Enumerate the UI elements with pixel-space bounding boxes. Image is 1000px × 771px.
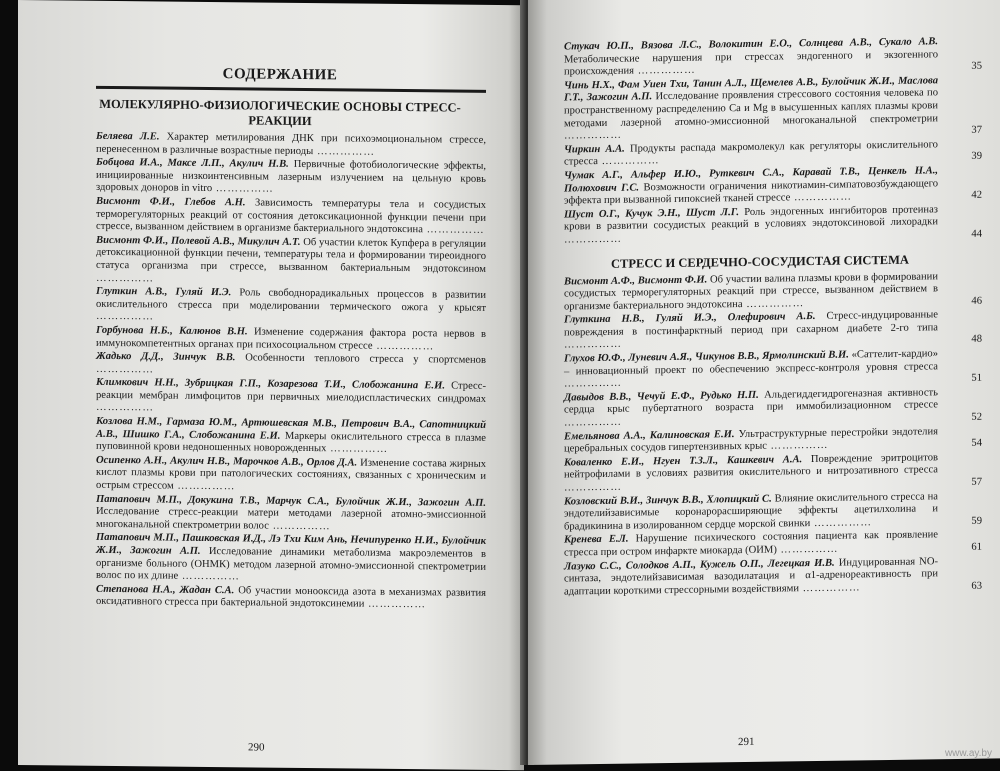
entry-title: Продукты распада макромолекул как регуляторы окислительного стресса <box>564 139 938 168</box>
left-page <box>18 0 524 770</box>
entry-page-number: 46 <box>971 295 982 307</box>
entry-title: Альдегиддегидрогеназная активность сердца крыс пубертатного возраста при иммобилизационном стрессе <box>564 387 938 416</box>
entry-authors: Беляева Л.Е. <box>96 130 160 143</box>
toc-entry <box>564 36 982 79</box>
entry-page-number: 52 <box>971 411 982 423</box>
toc-entry <box>564 309 982 353</box>
entry-leader-dots: …………… <box>96 363 154 376</box>
entry-title: Особенности теплового стресса у спортсменов <box>245 352 486 366</box>
entry-leader-dots: …………… <box>564 129 622 142</box>
entry-title: Исследование проявления стрессового состояния человека по пространственному распределению Ca и Mg в высушенных каплях плазмы крови методами лазерной атомно-эмиссионной многоканальной спектрометрии <box>564 87 938 130</box>
toc-entry <box>564 387 982 430</box>
toc-heading: СОДЕРЖАНИЕ <box>222 66 338 84</box>
entry-authors: Жадько Д.Д., Зинчук В.В. <box>96 350 236 364</box>
entry-authors: Козлова Н.М., Гармаза Ю.М., Артюшевская М.В., Петрович В.А., Сапотницкий А.В., Шишко Г.А., Слобожанина Е.И. <box>96 415 486 442</box>
entry-title: Влияние окислительного стресса на эндотелийзависимые коронарорасширяющие эффекты ацетилхолина и брадикинина в изолированном сердце морской свинки <box>564 490 938 533</box>
entry-page-number: 63 <box>971 580 982 592</box>
toc-entry <box>96 131 486 160</box>
toc-entry <box>564 452 982 495</box>
entry-title: Роль свободнорадикальных процессов в развитии окислительного стресса при моделировании термического ожога у крысят <box>96 287 486 314</box>
toc-entry <box>96 493 486 535</box>
entry-leader-dots: …………… <box>178 570 240 583</box>
entry-authors: Глуткина Н.В., Гуляй И.Э., Олефирович А.Б. <box>564 311 816 326</box>
entry-title: Роль эндогенных ингибиторов протеиназ крови в развитии сосудистых реакций в условиях эндотоксиновой лихорадки <box>564 203 938 233</box>
entry-title: Об участии клеток Купфера в регуляции детоксикационной функции печени, температуры тела и формировании тиреоидного статуса организма при стрессе, вызванном бактериальным эндотоксином <box>96 236 486 275</box>
toc-entry <box>96 584 486 613</box>
entry-authors: Висмонт Ф.И., Полевой А.В., Микулич А.Т. <box>96 234 301 248</box>
entry-authors: Давыдов В.В., Чечуй Е.Ф., Рудько Н.П. <box>564 389 759 404</box>
toc-entry <box>96 455 486 497</box>
entry-title: Исследование динамики метаболизма макроэлементов в организме больного (ОНМК) методом лазерной атомно-эмиссионной спектрометрии волос по их длине <box>96 545 486 582</box>
toc-entry <box>96 377 486 419</box>
entry-leader-dots: …………… <box>268 520 331 533</box>
entry-title: Нарушение психического состояния пациента как проявление стресса при остром инфаркте миокарда (ОИМ) <box>564 529 938 559</box>
entry-title: Повреждение эритроцитов нейтрофилами в условиях развития окислительного и нитрозативного стресса <box>564 452 938 481</box>
right-entries-bottom-list <box>564 270 986 599</box>
toc-entry <box>564 555 982 599</box>
toc-entry <box>96 325 486 354</box>
entry-leader-dots: …………… <box>96 402 154 414</box>
entry-authors: Шуст О.Г., Кучук Э.Н., Шуст Л.Г. <box>564 206 739 221</box>
entry-authors: Козловский В.И., Зинчук В.В., Хлопицкий С. <box>564 493 772 508</box>
entry-title: Индуцированная NO-синтаза, эндотелийзависимая вазодилатация и α1-адренореактивность при адаптации короткими стрессорными воздействиями <box>564 555 939 598</box>
entry-authors: Чумак А.Г., Альфер И.Ю., Руткевич С.А., Каравай Т.В., Ценкель Н.А., Полюхович Г.С. <box>564 165 938 195</box>
entry-title: Изменение содержания фактора роста нервов в иммунокомпетентных органах при психосоциальном стрессе <box>96 326 486 352</box>
entry-leader-dots: …………… <box>212 183 274 196</box>
entry-title: Зависимость температуры тела и сосудистых терморегуляторных реакций от состояния детоксикационной функции печени при стрессе, вызванном действием в организме бактериального эндотоксина <box>96 197 486 236</box>
entry-title: Характер метилирования ДНК при психоэмоциональном стрессе, перенесенном в различные возрастные периоды <box>96 131 486 157</box>
entry-page-number: 35 <box>971 60 982 72</box>
entry-page-number: 51 <box>971 372 982 385</box>
entry-authors: Стукач Ю.П., Вязова Л.С., Волокитин Е.О., Солнцева А.В., Сукало А.В. <box>564 36 938 53</box>
entry-authors: Глуткин А.В., Гуляй И.Э. <box>96 285 232 299</box>
toc-entry <box>96 532 486 586</box>
entry-leader-dots: …………… <box>564 233 622 246</box>
toc-entry <box>564 348 982 391</box>
entry-authors: Климкович Н.Н., Зубрицкая Г.П., Козарезова Т.И., Слобожанина Е.И. <box>96 377 445 392</box>
entry-authors: Патапович М.П., Пашковская И.Д., Лэ Тхи Ким Ань, Нечипуренко Н.И., Булойчик Ж.И., Зажогин А.П. <box>96 532 486 557</box>
heading-rule <box>96 86 486 93</box>
right-entries-top-list <box>564 36 986 247</box>
toc-entry <box>96 286 486 328</box>
toc-entry <box>96 157 486 199</box>
entry-authors: Кренева Е.Л. <box>564 533 629 546</box>
entry-authors: Чинь Н.Х., Фам Уиен Тхи, Танин А.Л., Щемелев А.В., Булойчик Ж.И., Маслова Г.Т., Зажогин А.П. <box>564 75 938 104</box>
entry-leader-dots: …………… <box>790 191 852 204</box>
entry-authors: Чиркин А.А. <box>564 143 625 156</box>
entry-authors: Степанова Н.А., Жадан С.А. <box>96 583 235 597</box>
entry-leader-dots: …………… <box>564 339 622 351</box>
entry-title: Метаболические нарушения при стрессах эндогенного и экзогенного происхождения <box>564 48 938 78</box>
entry-title: Об участии монооксида азота в механизмах развития оксидативного стресса при бактериальной эндотоксинемии <box>96 585 487 611</box>
toc-entry <box>564 139 982 169</box>
toc-entry <box>564 75 982 143</box>
toc-entry <box>96 196 486 238</box>
entry-leader-dots: …………… <box>326 443 389 456</box>
entry-authors: Лазуко С.С., Солодков А.П., Кужель О.П., Легецкая И.В. <box>564 557 835 573</box>
entry-title: Стресс-индуцированные повреждения в постинфарктный период при сахарном диабете 2-го типа <box>564 309 938 339</box>
entry-leader-dots: …………… <box>173 480 236 493</box>
entry-leader-dots: …………… <box>422 224 485 237</box>
toc-entry <box>96 351 486 380</box>
entry-page-number: 39 <box>971 151 982 163</box>
entry-page-number: 37 <box>971 124 982 136</box>
entry-authors: Горбунова Н.Б., Калюнов В.Н. <box>96 324 248 338</box>
toc-entry <box>96 416 486 458</box>
toc-entry <box>564 425 982 456</box>
entry-title: Исследование стресс-реакции матери методами лазерной атомно-эмиссионной многоканальной спектрометрии волос <box>96 506 486 532</box>
toc-entry <box>96 235 486 289</box>
toc-entry <box>564 270 982 314</box>
entry-title: Маркеры окислительного стресса в плазме пуповинной крови недоношенных новорожденных <box>96 430 486 455</box>
entry-authors: Глухов Ю.Ф., Луневич А.Я., Чикунов В.В., Ярмолинский В.И. <box>564 349 849 365</box>
entry-leader-dots: …………… <box>810 516 872 529</box>
entry-title: Возможности ограничения никотиамин-симпатовозбуждающего эффекта при вызванной гипоксией тканей стрессе <box>564 177 938 207</box>
entry-authors: Патапович М.П., Докукина Т.В., Марчук С.А., Булойчик Ж.И., Зажогин А.П. <box>96 493 486 509</box>
entry-page-number: 44 <box>971 228 982 240</box>
entry-title: Стресс-реакции мембран лимфоцитов при первичных миелодиспластических синдромах <box>96 380 486 405</box>
entry-title: Изменение состава жирных кислот плазмы крови при патологических состояниях, связанных с хроническим и острым стрессом <box>96 457 486 492</box>
entry-leader-dots: …………… <box>564 481 622 494</box>
right-page <box>528 0 1000 765</box>
entry-authors: Висмонт Ф.И., Глебов А.Н. <box>96 195 246 209</box>
entry-leader-dots: …………… <box>313 145 375 158</box>
page-number-left: 290 <box>248 741 265 754</box>
section-title-molecular: МОЛЕКУЛЯРНО-ФИЗИОЛОГИЧЕСКИЕ ОСНОВЫ СТРЕСС-РЕАКЦИИ <box>99 96 461 129</box>
watermark: www.ay.by <box>944 748 992 759</box>
entry-page-number: 59 <box>971 515 982 527</box>
toc-entry <box>564 490 982 534</box>
entry-leader-dots: …………… <box>766 440 829 452</box>
entry-leader-dots: …………… <box>776 543 839 556</box>
left-entries-list <box>96 131 494 613</box>
page-number-right: 291 <box>738 735 755 749</box>
entry-title: Первичные фотобиологические эффекты, инициированные низкоинтенсивным лазерным излучением на цельную кровь здоровых доноров in vitro <box>96 159 487 195</box>
entry-authors: Бобцова И.А., Максе Л.П., Акулич Н.В. <box>96 157 289 171</box>
entry-page-number: 61 <box>971 541 982 553</box>
entry-title: «Саттелит-кардио» – инновационный проект по обеспечению экспресс-контроля уровня стресса <box>564 348 938 378</box>
entry-page-number: 48 <box>971 334 982 346</box>
toc-entry <box>564 529 982 560</box>
entry-leader-dots: …………… <box>96 272 154 284</box>
entry-page-number: 54 <box>971 437 982 450</box>
toc-entry <box>564 203 982 247</box>
entry-page-number: 57 <box>971 476 982 488</box>
entry-authors: Висмонт А.Ф., Висмонт Ф.И. <box>564 273 708 287</box>
entry-title: Ультраструктурные перестройки эндотелия церебральных сосудов гипертензивных крыс <box>564 425 938 455</box>
toc-entry <box>564 165 982 208</box>
entry-page-number: 42 <box>971 189 982 201</box>
entry-leader-dots: …………… <box>372 340 435 352</box>
entry-leader-dots: …………… <box>597 155 660 168</box>
section-title-cardio: СТРЕСС И СЕРДЕЧНО-СОСУДИСТАЯ СИСТЕМА <box>611 252 909 271</box>
entry-leader-dots: …………… <box>634 64 696 77</box>
entry-authors: Емельянова А.А., Калиновская Е.И. <box>564 428 735 443</box>
entry-leader-dots: …………… <box>364 599 426 611</box>
entry-leader-dots: …………… <box>96 311 154 323</box>
entry-title: Об участии валина плазмы крови в формировании сосудистых терморегуляторных реакций при стрессе, вызванном действием в организме бактериального эндотоксина <box>564 270 938 313</box>
entry-leader-dots: …………… <box>564 377 622 390</box>
entry-authors: Осипенко А.Н., Акулич Н.В., Марочков А.В., Орлов Д.А. <box>96 454 358 469</box>
entry-leader-dots: …………… <box>799 582 861 594</box>
entry-leader-dots: …………… <box>742 297 805 310</box>
entry-leader-dots: …………… <box>564 416 622 429</box>
entry-authors: Коваленко Е.И., Нгуен Т.З.Л., Кашкевич А.А. <box>564 453 803 469</box>
